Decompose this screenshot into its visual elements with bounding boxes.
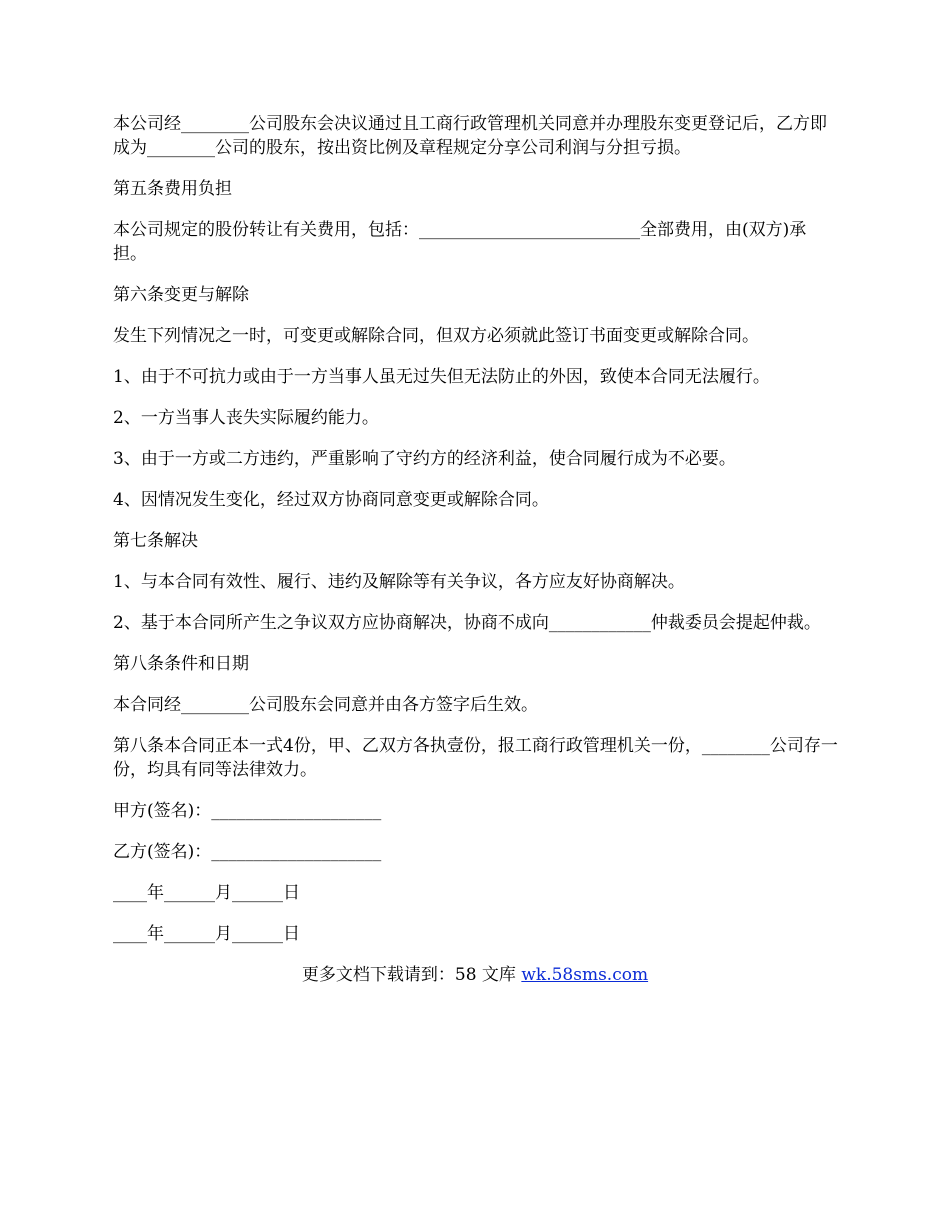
footer <box>0 963 950 987</box>
list-item-breach: 3、由于一方或二方违约，严重影响了守约方的经济利益，使合同履行成为不必要。 <box>113 449 736 469</box>
paragraph-effectiveness: 本合同经________公司股东会同意并由各方签字后生效。 <box>113 695 538 715</box>
heading-article-5: 第五条费用负担 <box>113 179 232 199</box>
heading-article-6: 第六条变更与解除 <box>113 285 249 305</box>
list-item-force-majeure: 1、由于不可抗力或由于一方当事人虽无过失但无法防止的外因，致使本合同无法履行。 <box>113 367 770 387</box>
paragraph-copies: 第八条本合同正本一式4份，甲、乙双方各执壹份，报工商行政管理机关一份，________公司存一份，均具有同等法律效力。 <box>113 736 838 780</box>
list-item-negotiation: 1、与本合同有效性、履行、违约及解除等有关争议，各方应友好协商解决。 <box>113 572 685 592</box>
list-item-mutual-agreement: 4、因情况发生变化，经过双方协商同意变更或解除合同。 <box>113 490 549 510</box>
footer-link[interactable]: wk.58sms.com <box>521 965 649 985</box>
paragraph-fees: 本公司规定的股份转让有关费用，包括：__________________________全部费用，由(双方)承担。 <box>113 220 807 264</box>
heading-article-7: 第七条解决 <box>113 531 198 551</box>
footer-prefix: 更多文档下载请到：58 文库 <box>301 965 522 985</box>
list-item-arbitration: 2、基于本合同所产生之争议双方应协商解决，协商不成向____________仲裁委员会提起仲裁。 <box>113 613 821 633</box>
paragraph-change-conditions: 发生下列情况之一时，可变更或解除合同，但双方必须就此签订书面变更或解除合同。 <box>113 326 759 346</box>
signature-party-b: 乙方(签名)：____________________ <box>113 842 382 862</box>
date-line-2: ____年______月______日 <box>113 924 300 944</box>
date-line-1: ____年______月______日 <box>113 883 300 903</box>
heading-article-8: 第八条条件和日期 <box>113 654 249 674</box>
signature-party-a: 甲方(签名)：____________________ <box>113 801 382 821</box>
paragraph-shareholder-registration: 本公司经________公司股东会决议通过且工商行政管理机关同意并办理股东变更登记后，乙方即成为________公司的股东，按出资比例及章程规定分享公司利润与分担亏损。 <box>113 114 827 158</box>
list-item-incapacity: 2、一方当事人丧失实际履约能力。 <box>113 408 379 428</box>
document-body <box>113 112 838 987</box>
